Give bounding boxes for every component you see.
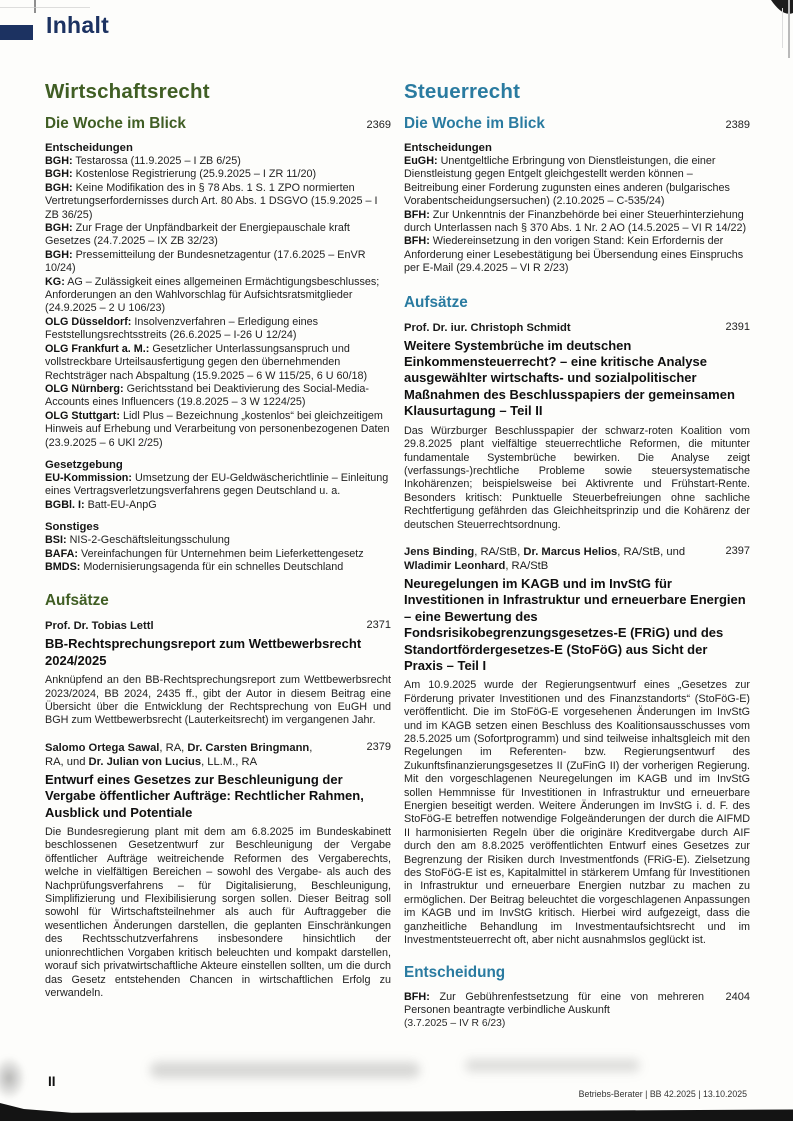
article-schmidt <box>404 321 750 532</box>
entry-text: Gerichtsstand bei Deaktivierung des Social-Media-Accounts eines Influencers (19.8.2025 – 3 W 1224/25) <box>45 382 370 409</box>
entry-text: Batt-EU-AnpG <box>87 498 157 511</box>
entry-text: Zur Gebührenfestsetzung für eine von mehreren Personen beantragte verbindliche Auskunft <box>404 990 704 1016</box>
entry-label: BAFA: <box>45 547 78 560</box>
author-name: Jens Binding <box>404 545 475 558</box>
page-number: 2397 <box>725 544 750 557</box>
entry-text: AG – Zulässigkeit eines allgemeinen Ermächtigungsbeschlusses; Anforderungen an den Wahlvorschlag für Aufsichtsratsmitglieder (24.9.2025 – 2 U 106/23) <box>45 275 380 315</box>
article-authors <box>404 545 690 573</box>
toc-entry <box>45 534 391 547</box>
scan-artifact-corner <box>751 0 793 60</box>
author-suffix: , RA/StB <box>505 559 549 572</box>
entry-label: BFH: <box>404 990 430 1003</box>
author-suffix: , LL.M., RA <box>201 755 258 768</box>
article-authors <box>45 619 154 633</box>
author-name: Salomo Ortega Sawal <box>45 741 160 754</box>
footer-journal-info: Betriebs-Berater | BB 42.2025 | 13.10.2025 <box>578 1089 747 1099</box>
group-heading-entscheidungen: Entscheidungen <box>45 142 133 154</box>
entry-text: Insolvenzverfahren – Erledigung eines Feststellungsrechtsstreits (26.6.2025 – I-26 U 12/24) <box>45 315 319 342</box>
week-im-blick-row <box>404 115 750 133</box>
case-reference: (3.7.2025 – IV R 6/23) <box>404 1018 506 1030</box>
toc-entry <box>45 249 391 276</box>
author-name: Dr. Julian von Lucius <box>88 755 202 768</box>
author-name: Prof. Dr. iur. Christoph Schmidt <box>404 321 571 334</box>
aufsaetze-heading: Aufsätze <box>45 592 109 610</box>
toc-entry <box>45 276 391 316</box>
article-ortega-sawal <box>45 741 391 1001</box>
entry-text: Wiedereinsetzung in den vorigen Stand: Kein Erfordernis der Anforderung einer Lesebestätigung bei Übersendung eines Einspruchs per E-Mail (29.4.2025 – VI R 2/23) <box>404 235 744 275</box>
page-number: 2404 <box>725 990 750 1003</box>
article-title: BB-Rechtsprechungsreport zum Wettbewerbsrecht 2024/2025 <box>45 636 362 668</box>
week-im-blick-heading: Die Woche im Blick <box>45 115 186 132</box>
entry-text: Pressemitteilung der Bundesnetzagentur (17.6.2025 – EnVR 10/24) <box>45 248 366 275</box>
scan-artifact-showthrough <box>465 1059 640 1072</box>
entry-text: Modernisierungsagenda für ein schnelles Deutschland <box>83 560 344 573</box>
column-wirtschaftsrecht <box>45 80 391 1013</box>
footer-page-number: II <box>48 1074 56 1089</box>
authors-row <box>45 619 391 633</box>
entry-text: Lidl Plus – Bezeichnung „kostenlos“ bei gleichzeitigem Hinweis auf Erhebung und Verarbeitung von personenbezogenen Daten (23.9.2025 – 6 UKl 2/25) <box>45 409 390 449</box>
page-number: 2389 <box>725 119 750 131</box>
toc-entry <box>45 410 391 450</box>
week-im-blick-heading: Die Woche im Blick <box>404 115 545 132</box>
toc-entry <box>404 155 750 209</box>
entry-label: OLG Nürnberg: <box>45 382 124 395</box>
column-steuerrecht <box>404 80 750 1030</box>
author-name: Wladimir Leonhard <box>404 559 506 572</box>
entry-label: BGH: <box>45 248 73 261</box>
entry-label: BGH: <box>45 168 73 181</box>
author-suffix: , RA/StB, und <box>617 545 686 558</box>
entry-label: KG: <box>45 275 65 288</box>
entry-label: OLG Frankfurt a. M.: <box>45 342 150 355</box>
article-binding-helios-leonhard <box>404 545 750 948</box>
entry-label: BMDS: <box>45 560 81 573</box>
entry-label: BFH: <box>404 235 430 248</box>
entry-label: EuGH: <box>404 155 438 167</box>
author-suffix: , RA, <box>159 741 188 754</box>
aufsaetze-heading: Aufsätze <box>404 293 468 311</box>
entry-text: Umsetzung der EU-Geldwäscherichtlinie – Einleitung eines Vertragsverletzungsverfahrens gegen Deutschland u. a. <box>45 471 389 498</box>
article-abstract: Die Bundesregierung plant mit dem am 6.8.2025 im Bundeskabinett beschlossenen Gesetzentwurf zur Beschleunigung der Vergabe öffentlicher Aufträge weitreichende Reformen des Vergaberechts, welche in vielfältigen Bereichen – sowohl des Vergabe- als auch des Nachprüfungsverfahrens – für Digitalisierung, Beschleunigung, Simplifizierung und Flexibilisierung sorgen sollen. Dieser Beitrag soll sowohl für Wirtschaftsteilnehmer als auch für Auftraggeber die wesentlichen Änderungen darstellen, die geplanten Einschränkungen des Rechtsschutzverfahrens insbesondere hinsichtlich der unionrechtlichen Vorgaben kritisch beleuchten und kompakt darstellen, worauf sich privatwirtschaftliche Akteure einstellen sollten, um die durch das Gesetz entstehenden Chancen in wirtschaftlichen Erfolg zu verwandeln. <box>45 826 391 999</box>
article-abstract: Das Würzburger Beschlusspapier der schwarz-roten Koalition vom 29.8.2025 plant vielfältige steuerrechtliche Reformen, die mitunter fundamentale Systembrüche bewirken. Die Analyse zeigt (verfassungs-)rechtliche Probleme sowie steuersystematische Inkohärenzen; beispielsweise bei Aktivrente und Frühstart-Rente. Besonders kritisch: Punktuelle Steuerbefreiungen ohne sachliche Rechtfertigung gefährden das Gleichheitsprinzip und die Kohärenz der deutschen Steuerrechtsordnung. <box>404 424 750 531</box>
entry-text: Zur Frage der Unpfändbarkeit der Energiepauschale kraft Gesetzes (24.7.2025 – IX ZB 32/23) <box>45 222 350 248</box>
toc-entry <box>45 548 391 561</box>
toc-entry <box>404 209 750 236</box>
article-title: Weitere Systembrüche im deutschen Einkommensteuerrecht? – eine kritische Analyse ausgewählter wirtschafts- und sozialpolitischer Maßnahmen des Beschlusspapiers der gemeinsamen Klausurtagung – Teil II <box>404 337 735 419</box>
scan-artifact-bottom-edge <box>0 1098 793 1121</box>
toc-entry <box>45 316 391 343</box>
inhalt-marker-block <box>0 25 33 40</box>
scan-artifact-showthrough <box>150 1062 420 1078</box>
group-heading-gesetzgebung: Gesetzgebung <box>45 458 123 471</box>
page-number: 2379 <box>366 740 391 753</box>
toc-entry <box>45 383 391 410</box>
toc-entry <box>45 499 391 512</box>
toc-entry <box>45 472 391 499</box>
toc-entry <box>404 235 750 275</box>
entry-label: BFH: <box>404 208 430 221</box>
entry-label: OLG Stuttgart: <box>45 409 120 422</box>
author-name: Dr. Marcus Helios <box>523 545 618 558</box>
toc-entry <box>45 222 391 249</box>
section-title-steuerrecht: Steuerrecht <box>404 80 521 103</box>
group-heading-entscheidungen: Entscheidungen <box>404 142 492 154</box>
section-title-wirtschaftsrecht: Wirtschaftsrecht <box>45 80 210 103</box>
article-title: Neuregelungen im KAGB und im InvStG für Investitionen in Infrastruktur und erneuerbare Energien – eine Bewertung des Fondsrisikobegrenzungsgesetzes-E (FRiG) und des Standortfördergesetzes-E (StoFöG) aus Sicht der Praxis – Teil I <box>404 575 746 673</box>
article-lettl <box>45 619 391 727</box>
article-authors <box>45 741 331 769</box>
entry-text: Testarossa (11.9.2025 – I ZB 6/25) <box>75 155 241 167</box>
entry-text: Gesetzlicher Unterlassungsanspruch und vollstreckbare Urteilsausfertigung gegen den übernehmenden Rechtsträger nach Abspaltung (15.9.2025 – 6 W 115/25, 6 U 60/18) <box>45 342 368 382</box>
entry-label: BGH: <box>45 222 73 235</box>
entry-label: BGH: <box>45 155 73 167</box>
entry-text: Zur Unkenntnis der Finanzbehörde bei einer Steuerhinterziehung durch Unterlassen nach § 370 Abs. 1 Nr. 2 AO (14.5.2025 – VI R 14/22) <box>404 208 747 235</box>
scan-artifact-smudge <box>0 1056 26 1100</box>
toc-entry <box>45 182 391 222</box>
entry-label: BSI: <box>45 534 67 547</box>
entry-label: OLG Düsseldorf: <box>45 315 132 328</box>
author-suffix: , RA, und <box>45 741 313 768</box>
entry-label: BGH: <box>45 181 73 194</box>
authors-row <box>404 321 750 335</box>
authors-row <box>45 741 391 769</box>
group-heading-sonstiges: Sonstiges <box>45 521 99 534</box>
toc-entry <box>45 561 391 574</box>
page-number: 2371 <box>366 619 391 632</box>
article-title: Entwurf eines Gesetzes zur Beschleunigung der Vergabe öffentlicher Aufträge: Rechtlicher Rahmen, Ausblick und Potentiale <box>45 771 364 820</box>
authors-row <box>404 545 750 573</box>
decision-row <box>404 991 750 1031</box>
entry-label: BGBl. I: <box>45 498 85 511</box>
week-im-blick-row <box>45 115 391 133</box>
article-abstract: Anknüpfend an den BB-Rechtsprechungsreport zum Wettbewerbsrecht 2023/2024, BB 2024, 2435 ff., gibt der Autor in diesem Beitrag eine Übersicht über die Entwicklung der Rechtsprechung von EuGH und BGH zum Wettbewerbsrecht (Lauterkeitsrecht) im vergangenen Jahr. <box>45 674 391 727</box>
page-number: 2391 <box>725 320 750 333</box>
scan-artifact-top-line <box>0 7 90 8</box>
entscheidung-heading: Entscheidung <box>404 963 506 981</box>
toc-entry <box>45 168 391 181</box>
entry-text: NIS-2-Geschäftsleitungsschulung <box>69 534 230 547</box>
toc-entry <box>45 343 391 383</box>
entry-text: Unentgeltliche Erbringung von Dienstleistungen, die einer Dienstleistung gegen Entgelt gleichgestellt werden können – Beitreibung einer Forderung zugunsten eines anderen (bulgarisches Vorabentscheidungsersuchen) (2.10.2025 – C-535/24) <box>404 155 730 208</box>
entry-label: EU-Kommission: <box>45 471 132 484</box>
page-title: Inhalt <box>46 12 110 38</box>
page-number: 2369 <box>366 119 391 131</box>
article-abstract: Am 10.9.2025 wurde der Regierungsentwurf eines „Gesetzes zur Förderung privater Investitionen und des Finanzstandorts“ (StoFöG-E) veröffentlicht. Die im StoFöG-E vorgesehenen Änderungen im InvStG und im KAGB setzen einen Beschluss des Koalitionsausschusses vom 28.5.2025 um (Sofortprogramm) und sind teilweise inhaltsgleich mit den Regelungen im Referenten- bzw. Regierungsentwurf des Zukunftsfinanzierungsgesetzes II (ZuFinG II) der vorherigen Regierung. Mit den vorgeschlagenen Neuregelungen im KAGB und im InvStG sollen Hemmnisse für Investitionen in Infrastruktur und erneuerbare Energien beseitigt werden. Weitere Änderungen im InvStG i. d. F. des StoFöG-E betreffen notwendige Folgeänderungen der durch die AIFMD II harmonisierten Regeln über die originäre Kreditvergabe durch AIF durch den am 8.8.2025 veröffentlichten Entwurf eines Gesetzes zur Begrenzung der Risiken durch Investmentfonds (FRiG-E). Zielsetzung des StoFöG-E ist es, Kapitalmittel in stärkerem Umfang für Investitionen in Infrastruktur und erneuerbare Energien nutzbar zu machen zu ermöglichen. Der Beitrag beleuchtet die vorgeschlagenen Anpassungen im KAGB und im InvStG kritisch. Hierbei wird aufgezeigt, dass die ganzheitliche Behandlung im Investmentaufsichtsrecht und im Investmentsteuerrecht oft, aber nicht ausnahmslos geglückt ist. <box>404 679 750 947</box>
entry-text: Vereinfachungen für Unternehmen beim Lieferkettengesetz <box>81 547 364 560</box>
toc-entry <box>45 155 391 168</box>
article-authors <box>404 321 571 335</box>
toc-entry <box>404 991 704 1031</box>
decision-text-line <box>404 991 704 1018</box>
entry-text: Keine Modifikation des in § 78 Abs. 1 S. 1 ZPO normierten Vertretungserfordernisses durch Art. 80 Abs. 1 DSGVO (15.9.2025 – I ZB 36/25) <box>45 181 378 221</box>
entry-text: Kostenlose Registrierung (25.9.2025 – I ZR 11/20) <box>75 168 317 181</box>
author-name: Dr. Carsten Bringmann <box>187 741 310 754</box>
author-suffix: , RA/StB, <box>474 545 524 558</box>
author-name: Prof. Dr. Tobias Lettl <box>45 620 154 633</box>
